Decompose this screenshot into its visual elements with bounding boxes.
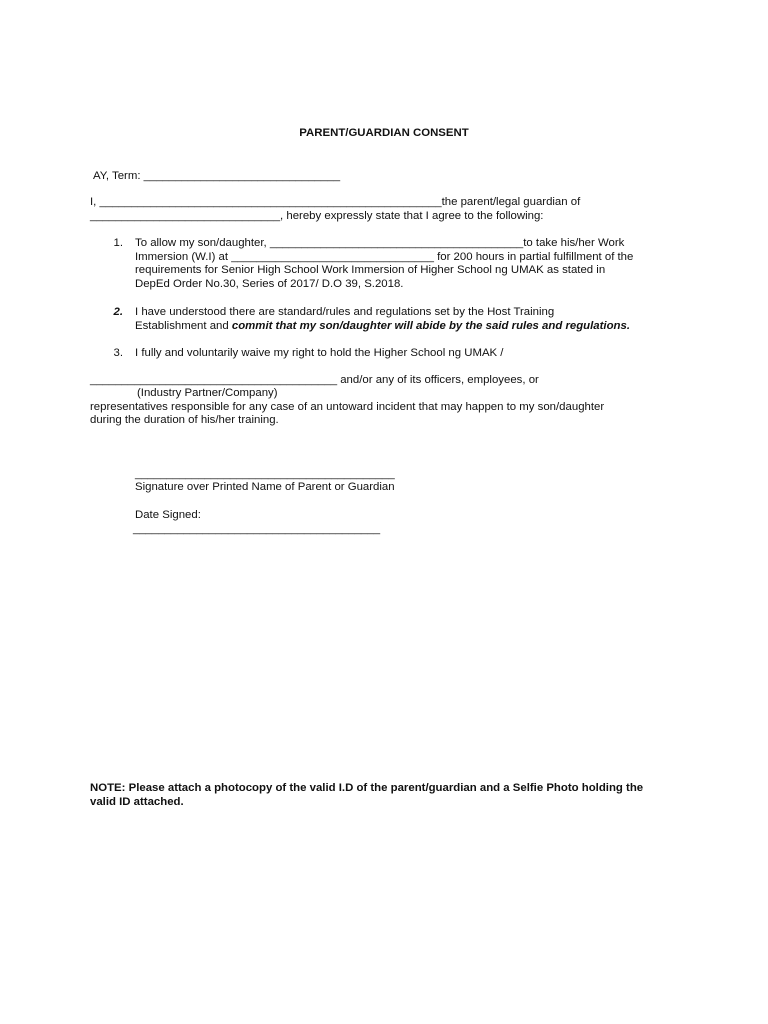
item-1-line-4: DepEd Order No.30, Series of 2017/ D.O 39, S.2018.: [135, 277, 404, 290]
intro-line-2: ______________________________, hereby expressly state that I agree to the following:: [90, 210, 544, 222]
item-1-line-2: Immersion (W.I) at ________________________________ for 200 hours in partial fulfillment of the: [135, 250, 634, 263]
item-2-commitment-emphasis: commit that my son/daughter will abide by the said rules and regulations.: [231, 319, 631, 332]
item-2-line-2-plain: Establishment and: [135, 319, 232, 332]
item-number: 2.: [113, 306, 123, 318]
ay-term-field: AY, Term: _______________________________: [93, 170, 341, 182]
representatives-line-2: during the duration of his/her training.: [90, 414, 279, 426]
intro-line-1: I, ______________________________________________________the parent/legal guardian of: [90, 196, 581, 208]
date-signed-field-line: _______________________________________: [133, 523, 381, 535]
industry-partner-line: _______________________________________ and/or any of its officers, employees, or: [90, 374, 539, 386]
item-1-text: [135, 237, 633, 291]
industry-partner-label: (Industry Partner/Company): [137, 387, 278, 399]
item-1-line-1: To allow my son/daughter, ________________________________________to take his/her Work: [135, 237, 625, 249]
representatives-line-1: representatives responsible for any case of an untoward incident that may happen to my son/daughter: [90, 401, 605, 413]
item-2-text: [135, 306, 630, 333]
note-line-2: valid ID attached.: [90, 796, 184, 808]
note-line-1: NOTE: Please attach a photocopy of the valid I.D of the parent/guardian and a Selfie Photo holding the: [90, 782, 644, 794]
item-3-text: I fully and voluntarily waive my right to hold the Higher School ng UMAK /: [135, 347, 504, 359]
date-signed-label: Date Signed:: [135, 509, 201, 521]
item-number: 3.: [113, 347, 123, 359]
item-number: 1.: [113, 237, 123, 249]
signature-field-line: _________________________________________: [135, 468, 395, 480]
signature-label: Signature over Printed Name of Parent or Guardian: [135, 481, 395, 493]
form-title: PARENT/GUARDIAN CONSENT: [299, 127, 469, 139]
item-2-line-1: I have understood there are standard/rules and regulations set by the Host Training: [135, 306, 555, 318]
item-1-line-3: requirements for Senior High School Work Immersion of Higher School ng UMAK as stated in: [135, 264, 606, 276]
